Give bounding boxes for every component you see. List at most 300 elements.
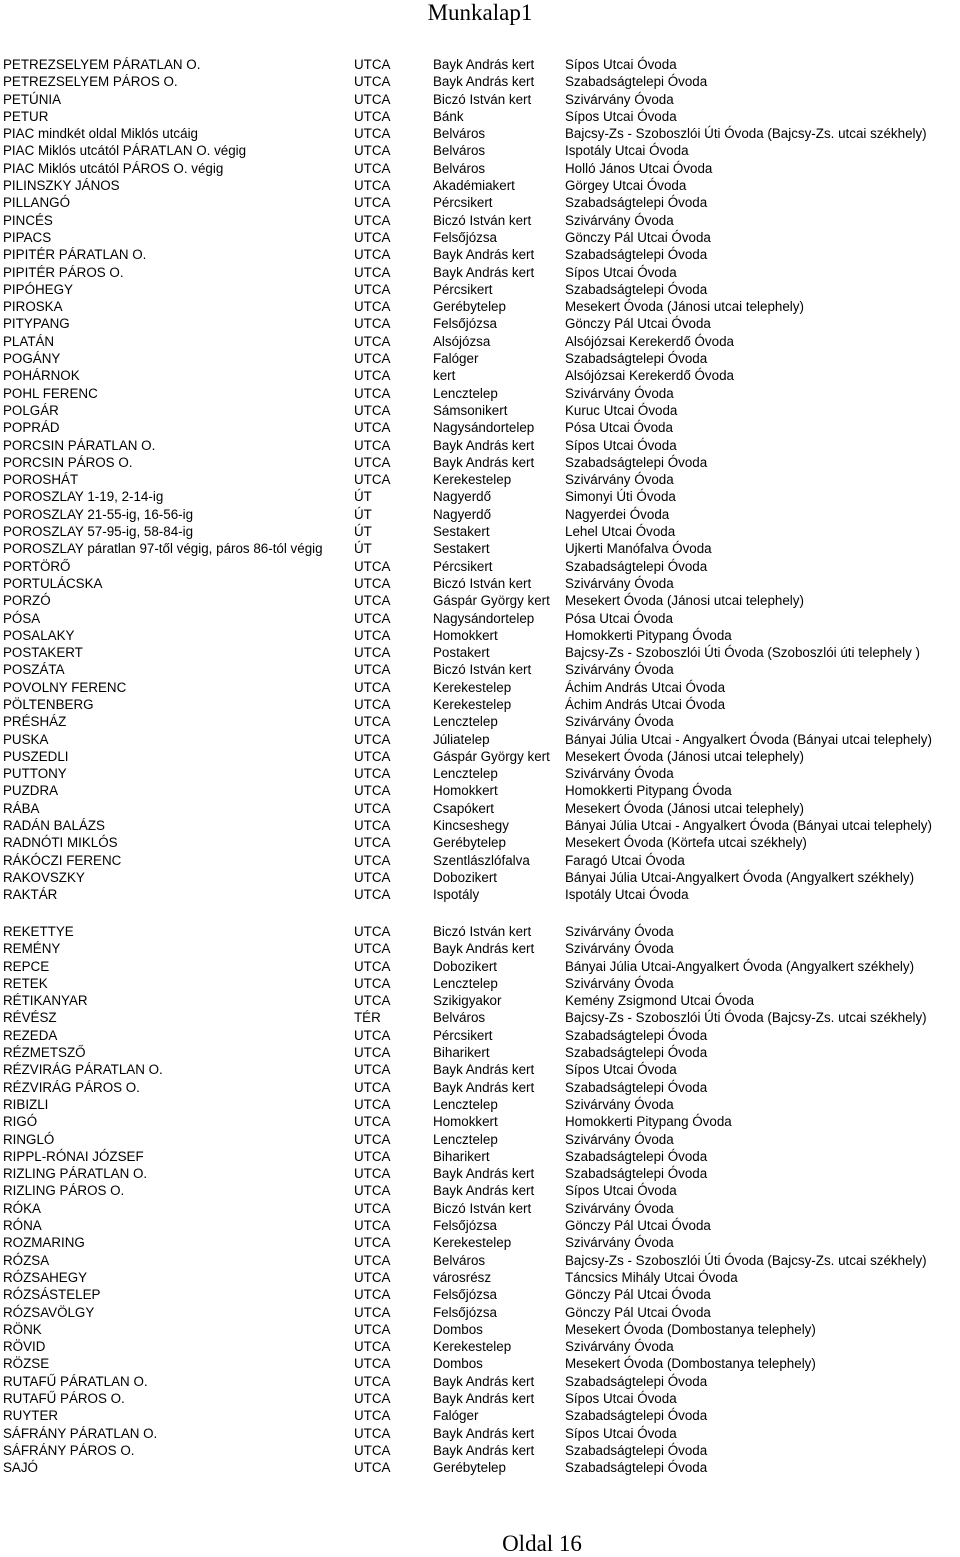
district-cell: Nagysándortelep <box>433 610 535 626</box>
street-name-cell: POSZÁTA <box>3 662 65 678</box>
street-type-cell: UTCA <box>354 1252 391 1268</box>
street-name-cell: PETREZSELYEM PÁROS O. <box>3 74 178 90</box>
street-name-cell: RÓKA <box>3 1200 41 1216</box>
table-row <box>3 385 960 402</box>
kindergarten-cell: Mesekert Óvoda (Jánosi utcai telephely) <box>565 593 804 609</box>
street-name-cell: PILINSZKY JÁNOS <box>3 178 120 194</box>
street-name-cell: PINCÉS <box>3 212 53 228</box>
street-name-cell: SAJÓ <box>3 1460 38 1476</box>
table-row <box>3 1217 960 1234</box>
district-cell: Akadémiakert <box>433 178 515 194</box>
kindergarten-cell: Sípos Utcai Óvoda <box>565 437 677 453</box>
street-type-cell: UTCA <box>354 1183 391 1199</box>
street-type-cell: UTCA <box>354 472 391 488</box>
kindergarten-cell: Pósa Utcai Óvoda <box>565 420 673 436</box>
street-type-cell: UTCA <box>354 316 391 332</box>
street-name-cell: RUYTER <box>3 1408 59 1424</box>
district-cell: Felsőjózsa <box>433 1287 498 1303</box>
kindergarten-cell: Szivárvány Óvoda <box>565 385 674 401</box>
district-cell: Gerébytelep <box>433 299 506 315</box>
table-row <box>3 1355 960 1372</box>
street-type-cell: UTCA <box>354 696 391 712</box>
street-type-cell: UTCA <box>354 887 391 903</box>
street-type-cell: UTCA <box>354 645 391 661</box>
kindergarten-cell: Szabadságtelepi Óvoda <box>565 1408 708 1424</box>
kindergarten-cell: Szabadságtelepi Óvoda <box>565 1027 708 1043</box>
table-row <box>3 1234 960 1251</box>
kindergarten-cell: Sípos Utcai Óvoda <box>565 1425 677 1441</box>
district-cell: Bayk András kert <box>433 1442 535 1458</box>
street-type-cell: UTCA <box>354 1408 391 1424</box>
district-cell: Szikigyakor <box>433 993 502 1009</box>
street-name-cell: PORTULÁCSKA <box>3 575 103 591</box>
district-cell: Postakert <box>433 645 490 661</box>
page-number: Oldal 16 <box>502 1531 582 1556</box>
table-row <box>3 1459 960 1476</box>
district-cell: Homokkert <box>433 1114 498 1130</box>
street-type-cell: UTCA <box>354 247 391 263</box>
street-name-cell: POLGÁR <box>3 402 59 418</box>
district-cell: Bayk András kert <box>433 264 535 280</box>
street-type-cell: UTCA <box>354 575 391 591</box>
street-name-cell: RÖVID <box>3 1339 46 1355</box>
street-name-cell: RÁBA <box>3 800 40 816</box>
street-type-cell: UTCA <box>354 852 391 868</box>
district-cell: Kincseshegy <box>433 818 509 834</box>
kindergarten-cell: Szivárvány Óvoda <box>565 941 674 957</box>
table-row <box>3 1338 960 1355</box>
street-type-cell: UTCA <box>354 958 391 974</box>
district-cell: Nagyerdő <box>433 489 492 505</box>
district-cell: Lencztelep <box>433 1131 498 1147</box>
street-type-cell: ÚT <box>354 541 372 557</box>
street-type-cell: UTCA <box>354 299 391 315</box>
street-type-cell: UTCA <box>354 178 391 194</box>
street-type-cell: UTCA <box>354 1131 391 1147</box>
table-row <box>3 281 960 298</box>
district-cell: Biczó István kert <box>433 575 532 591</box>
district-cell: Sámsonikert <box>433 402 508 418</box>
street-type-cell: UTCA <box>354 1442 391 1458</box>
kindergarten-cell: Szivárvány Óvoda <box>565 472 674 488</box>
table-row <box>3 886 960 903</box>
kindergarten-cell: Szabadságtelepi Óvoda <box>565 351 708 367</box>
table-row <box>3 1113 960 1130</box>
street-type-cell: UTCA <box>354 941 391 957</box>
district-cell: Belváros <box>433 126 486 142</box>
district-cell: Lencztelep <box>433 714 498 730</box>
street-name-cell: RADÁN BALÁZS <box>3 818 105 834</box>
table-row <box>3 679 960 696</box>
district-cell: Gerébytelep <box>433 835 506 851</box>
street-type-cell: UTCA <box>354 368 391 384</box>
district-cell: Szentlászlófalva <box>433 852 530 868</box>
street-type-cell: UTCA <box>354 766 391 782</box>
street-name-cell: PORCSIN PÁRATLAN O. <box>3 437 156 453</box>
district-cell: Lencztelep <box>433 766 498 782</box>
kindergarten-cell: Bajcsy-Zs - Szoboszlói Úti Óvoda (Bajcsy-Zs. utcai székhely) <box>565 126 927 142</box>
street-name-cell: RÉVÉSZ <box>3 1010 57 1026</box>
kindergarten-cell: Szabadságtelepi Óvoda <box>565 1045 708 1061</box>
street-name-cell: POROSZLAY 21-55-ig, 16-56-ig <box>3 506 194 522</box>
street-type-cell: UTCA <box>354 748 391 764</box>
table-row <box>3 940 960 957</box>
district-cell: Kerekestelep <box>433 1235 512 1251</box>
kindergarten-cell: Szivárvány Óvoda <box>565 1339 674 1355</box>
kindergarten-cell: Gönczy Pál Utcai Óvoda <box>565 316 711 332</box>
street-type-cell: UTCA <box>354 1460 391 1476</box>
street-name-cell: RÖNK <box>3 1321 42 1337</box>
table-row <box>3 471 960 488</box>
kindergarten-cell: Mesekert Óvoda (Körtefa utcai székhely) <box>565 835 807 851</box>
district-cell: Sestakert <box>433 524 490 540</box>
table-row <box>3 1096 960 1113</box>
district-cell: Biczó István kert <box>433 91 532 107</box>
kindergarten-cell: Sípos Utcai Óvoda <box>565 1183 677 1199</box>
table-row <box>3 817 960 834</box>
kindergarten-cell: Homokkerti Pitypang Óvoda <box>565 1114 732 1130</box>
district-cell: Bánk <box>433 108 464 124</box>
district-cell: Dombos <box>433 1356 483 1372</box>
district-cell: Bayk András kert <box>433 1391 535 1407</box>
kindergarten-cell: Bányai Júlia Utcai - Angyalkert Óvoda (Bányai utcai telephely) <box>565 818 932 834</box>
kindergarten-cell: Gönczy Pál Utcai Óvoda <box>565 1304 711 1320</box>
street-name-cell: PLATÁN <box>3 333 55 349</box>
kindergarten-cell: Mesekert Óvoda (Jánosi utcai telephely) <box>565 299 804 315</box>
street-type-cell: UTCA <box>354 783 391 799</box>
street-type-cell: UTCA <box>354 731 391 747</box>
table-row <box>3 1061 960 1078</box>
table-row <box>3 333 960 350</box>
table-row <box>3 1131 960 1148</box>
table-row <box>3 923 960 940</box>
kindergarten-cell: Szabadságtelepi Óvoda <box>565 195 708 211</box>
district-cell: Pércsikert <box>433 1027 493 1043</box>
district-cell: Lencztelep <box>433 385 498 401</box>
kindergarten-cell: Gönczy Pál Utcai Óvoda <box>565 1287 711 1303</box>
table-row <box>3 177 960 194</box>
street-type-cell: UTCA <box>354 108 391 124</box>
street-name-cell: PORCSIN PÁROS O. <box>3 454 133 470</box>
street-name-cell: RIZLING PÁRATLAN O. <box>3 1166 148 1182</box>
street-type-cell: UTCA <box>354 1269 391 1285</box>
table-row <box>3 367 960 384</box>
street-type-cell: UTCA <box>354 993 391 1009</box>
district-cell: Nagysándortelep <box>433 420 535 436</box>
district-cell: Bayk András kert <box>433 1425 535 1441</box>
table-row <box>3 975 960 992</box>
street-type-cell: UTCA <box>354 662 391 678</box>
street-name-cell: PILLANGÓ <box>3 195 70 211</box>
table-row <box>3 558 960 575</box>
street-type-cell: UTCA <box>354 818 391 834</box>
table-row <box>3 160 960 177</box>
district-cell: Bayk András kert <box>433 1166 535 1182</box>
district-cell: Gáspár György kert <box>433 593 550 609</box>
kindergarten-cell: Sípos Utcai Óvoda <box>565 1391 677 1407</box>
table-row <box>3 523 960 540</box>
table-row <box>3 800 960 817</box>
district-cell: Gerébytelep <box>433 1460 506 1476</box>
kindergarten-cell: Szivárvány Óvoda <box>565 1200 674 1216</box>
table-row <box>3 852 960 869</box>
kindergarten-cell: Áchim András Utcai Óvoda <box>565 696 726 712</box>
kindergarten-cell: Lehel Utcai Óvoda <box>565 524 676 540</box>
kindergarten-cell: Szivárvány Óvoda <box>565 975 674 991</box>
table-row <box>3 1373 960 1390</box>
kindergarten-cell: Görgey Utcai Óvoda <box>565 178 687 194</box>
street-name-cell: REZEDA <box>3 1027 58 1043</box>
street-name-cell: PIPACS <box>3 229 52 245</box>
table-row <box>3 125 960 142</box>
table-row <box>3 782 960 799</box>
table-row <box>3 229 960 246</box>
district-cell: Felsőjózsa <box>433 1218 498 1234</box>
kindergarten-cell: Simonyi Úti Óvoda <box>565 489 676 505</box>
kindergarten-cell: Ispotály Utcai Óvoda <box>565 887 689 903</box>
table-row <box>3 402 960 419</box>
street-name-cell: POROSZLAY páratlan 97-től végig, páros 86-tól végig <box>3 541 323 557</box>
street-type-cell: UTCA <box>354 281 391 297</box>
district-cell: Dobozikert <box>433 869 498 885</box>
street-name-cell: PETÚNIA <box>3 91 62 107</box>
kindergarten-cell: Szabadságtelepi Óvoda <box>565 1148 708 1164</box>
kindergarten-cell: Szabadságtelepi Óvoda <box>565 1460 708 1476</box>
kindergarten-cell: Szabadságtelepi Óvoda <box>565 281 708 297</box>
district-cell: kert <box>433 368 456 384</box>
street-name-cell: RÓZSÁSTELEP <box>3 1287 101 1303</box>
district-cell: Alsójózsa <box>433 333 491 349</box>
table-row <box>3 315 960 332</box>
district-cell: Sestakert <box>433 541 490 557</box>
street-type-cell: UTCA <box>354 160 391 176</box>
kindergarten-cell: Kemény Zsigmond Utcai Óvoda <box>565 993 755 1009</box>
street-name-cell: PUSZEDLI <box>3 748 69 764</box>
kindergarten-cell: Szabadságtelepi Óvoda <box>565 247 708 263</box>
district-cell: Bayk András kert <box>433 57 535 72</box>
street-type-cell: ÚT <box>354 489 372 505</box>
table-row <box>3 731 960 748</box>
street-type-cell: UTCA <box>354 869 391 885</box>
street-type-cell: UTCA <box>354 627 391 643</box>
kindergarten-cell: Ispotály Utcai Óvoda <box>565 143 689 159</box>
street-type-cell: UTCA <box>354 1425 391 1441</box>
street-name-cell: PITYPANG <box>3 316 70 332</box>
street-name-cell: RIPPL-RÓNAI JÓZSEF <box>3 1148 144 1164</box>
table-row <box>3 1027 960 1044</box>
street-type-cell: UTCA <box>354 402 391 418</box>
table-row <box>3 1321 960 1338</box>
kindergarten-cell: Szabadságtelepi Óvoda <box>565 558 708 574</box>
district-cell: Bayk András kert <box>433 74 535 90</box>
district-cell: Pércsikert <box>433 281 493 297</box>
street-name-cell: PÖLTENBERG <box>3 696 94 712</box>
kindergarten-cell: Bajcsy-Zs - Szoboszlói Úti Óvoda (Bajcsy-Zs. utcai székhely) <box>565 1010 927 1026</box>
kindergarten-cell: Szabadságtelepi Óvoda <box>565 1442 708 1458</box>
table-row <box>3 142 960 159</box>
district-cell: Bayk András kert <box>433 941 535 957</box>
kindergarten-cell: Sípos Utcai Óvoda <box>565 108 677 124</box>
district-cell: Lencztelep <box>433 1096 498 1112</box>
street-name-cell: PORTÖRŐ <box>3 558 71 574</box>
table-row <box>3 1200 960 1217</box>
district-cell: Falóger <box>433 351 479 367</box>
street-type-cell: UTCA <box>354 593 391 609</box>
table-row <box>3 748 960 765</box>
table-row <box>3 661 960 678</box>
district-cell: Ispotály <box>433 887 480 903</box>
street-type-cell: UTCA <box>354 1045 391 1061</box>
street-type-cell: TÉR <box>354 1010 381 1026</box>
table-row <box>3 1442 960 1459</box>
table-row <box>3 419 960 436</box>
kindergarten-cell: Szivárvány Óvoda <box>565 662 674 678</box>
street-type-cell: UTCA <box>354 91 391 107</box>
street-table-part-2 <box>3 923 960 1477</box>
district-cell: Biczó István kert <box>433 924 532 939</box>
street-type-cell: UTCA <box>354 1079 391 1095</box>
kindergarten-cell: Mesekert Óvoda (Dombostanya telephely) <box>565 1321 816 1337</box>
street-name-cell: PETREZSELYEM PÁRATLAN O. <box>3 57 201 72</box>
table-row <box>3 91 960 108</box>
street-type-cell: UTCA <box>354 264 391 280</box>
street-type-cell: UTCA <box>354 1373 391 1389</box>
district-cell: Felsőjózsa <box>433 1304 498 1320</box>
street-name-cell: PÓSA <box>3 610 41 626</box>
street-type-cell: UTCA <box>354 1200 391 1216</box>
street-type-cell: UTCA <box>354 714 391 730</box>
district-cell: Homokkert <box>433 627 498 643</box>
street-name-cell: PETUR <box>3 108 49 124</box>
kindergarten-cell: Gönczy Pál Utcai Óvoda <box>565 1218 711 1234</box>
street-type-cell: UTCA <box>354 610 391 626</box>
table-row <box>3 506 960 523</box>
kindergarten-cell: Sípos Utcai Óvoda <box>565 264 677 280</box>
street-name-cell: RÉZVIRÁG PÁROS O. <box>3 1079 140 1095</box>
district-cell: Falóger <box>433 1408 479 1424</box>
street-name-cell: REKETTYE <box>3 924 74 939</box>
kindergarten-cell: Faragó Utcai Óvoda <box>565 852 685 868</box>
street-type-cell: UTCA <box>354 1114 391 1130</box>
table-row <box>3 1269 960 1286</box>
district-cell: Kerekestelep <box>433 679 512 695</box>
kindergarten-cell: Szabadságtelepi Óvoda <box>565 454 708 470</box>
street-name-cell: RAKTÁR <box>3 887 58 903</box>
table-row <box>3 1009 960 1026</box>
street-name-cell: POROSZLAY 57-95-ig, 58-84-ig <box>3 524 194 540</box>
street-name-cell: POGÁNY <box>3 351 61 367</box>
sheet-title: Munkalap1 <box>427 0 533 25</box>
street-type-cell: UTCA <box>354 1218 391 1234</box>
street-name-cell: RIGÓ <box>3 1114 38 1130</box>
street-type-cell: UTCA <box>354 800 391 816</box>
street-type-cell: UTCA <box>354 924 391 939</box>
kindergarten-cell: Bajcsy-Zs - Szoboszlói Úti Óvoda (Szoboszlói úti telephely ) <box>565 645 920 661</box>
street-type-cell: UTCA <box>354 385 391 401</box>
table-row <box>3 575 960 592</box>
table-row <box>3 1182 960 1199</box>
street-name-cell: POHL FERENC <box>3 385 98 401</box>
street-name-cell: RÓZSAHEGY <box>3 1269 88 1285</box>
street-name-cell: POSALAKY <box>3 627 75 643</box>
kindergarten-cell: Áchim András Utcai Óvoda <box>565 679 726 695</box>
street-name-cell: PRÉSHÁZ <box>3 714 67 730</box>
kindergarten-cell: Szabadságtelepi Óvoda <box>565 1079 708 1095</box>
kindergarten-cell: Gönczy Pál Utcai Óvoda <box>565 229 711 245</box>
district-cell: Csapókert <box>433 800 495 816</box>
street-type-cell: UTCA <box>354 975 391 991</box>
kindergarten-cell: Homokkerti Pitypang Óvoda <box>565 783 732 799</box>
street-type-cell: UTCA <box>354 679 391 695</box>
district-cell: Homokkert <box>433 783 498 799</box>
kindergarten-cell: Szivárvány Óvoda <box>565 924 674 939</box>
street-name-cell: PUZDRA <box>3 783 59 799</box>
kindergarten-cell: Szivárvány Óvoda <box>565 575 674 591</box>
district-cell: Biczó István kert <box>433 212 532 228</box>
table-row <box>3 1390 960 1407</box>
table-row <box>3 1286 960 1303</box>
street-name-cell: RÉZVIRÁG PÁRATLAN O. <box>3 1062 163 1078</box>
street-type-cell: UTCA <box>354 1287 391 1303</box>
kindergarten-cell: Alsójózsai Kerekerdő Óvoda <box>565 333 734 349</box>
district-cell: Kerekestelep <box>433 1339 512 1355</box>
district-cell: Bayk András kert <box>433 1373 535 1389</box>
table-row <box>3 1252 960 1269</box>
kindergarten-cell: Szabadságtelepi Óvoda <box>565 1373 708 1389</box>
street-name-cell: RÉZMETSZŐ <box>3 1045 86 1061</box>
kindergarten-cell: Szabadságtelepi Óvoda <box>565 1166 708 1182</box>
street-type-cell: UTCA <box>354 1321 391 1337</box>
table-row <box>3 696 960 713</box>
street-name-cell: RÖZSE <box>3 1356 50 1372</box>
kindergarten-cell: Mesekert Óvoda (Jánosi utcai telephely) <box>565 748 804 764</box>
district-cell: Bayk András kert <box>433 437 535 453</box>
kindergarten-cell: Szivárvány Óvoda <box>565 1235 674 1251</box>
kindergarten-cell: Szivárvány Óvoda <box>565 714 674 730</box>
district-cell: Pércsikert <box>433 558 493 574</box>
district-cell: Felsőjózsa <box>433 316 498 332</box>
table-row <box>3 488 960 505</box>
district-cell: Júliatelep <box>433 731 490 747</box>
table-row <box>3 765 960 782</box>
table-row <box>3 610 960 627</box>
street-name-cell: PIAC mindkét oldal Miklós utcáig <box>3 126 198 142</box>
district-cell: Kerekestelep <box>433 472 512 488</box>
district-cell: Bayk András kert <box>433 454 535 470</box>
street-type-cell: UTCA <box>354 1027 391 1043</box>
street-name-cell: PORZÓ <box>3 593 51 609</box>
street-type-cell: UTCA <box>354 1339 391 1355</box>
street-name-cell: RADNÓTI MIKLÓS <box>3 835 118 851</box>
street-type-cell: ÚT <box>354 524 372 540</box>
table-row <box>3 869 960 886</box>
table-row <box>3 108 960 125</box>
street-type-cell: UTCA <box>354 1062 391 1078</box>
district-cell: Belváros <box>433 143 486 159</box>
kindergarten-cell: Táncsics Mihály Utcai Óvoda <box>565 1269 738 1285</box>
street-name-cell: PIPITÉR PÁROS O. <box>3 264 124 280</box>
street-type-cell: UTCA <box>354 1391 391 1407</box>
district-cell: Gáspár György kert <box>433 748 550 764</box>
street-name-cell: PIAC Miklós utcától PÁRATLAN O. végig <box>3 143 247 159</box>
kindergarten-cell: Bajcsy-Zs - Szoboszlói Úti Óvoda (Bajcsy-Zs. utcai székhely) <box>565 1252 927 1268</box>
kindergarten-cell: Ujkerti Manófalva Óvoda <box>565 541 712 557</box>
kindergarten-cell: Szivárvány Óvoda <box>565 212 674 228</box>
street-name-cell: RIZLING PÁROS O. <box>3 1183 125 1199</box>
street-type-cell: UTCA <box>354 437 391 453</box>
street-type-cell: UTCA <box>354 143 391 159</box>
street-name-cell: PUSKA <box>3 731 49 747</box>
